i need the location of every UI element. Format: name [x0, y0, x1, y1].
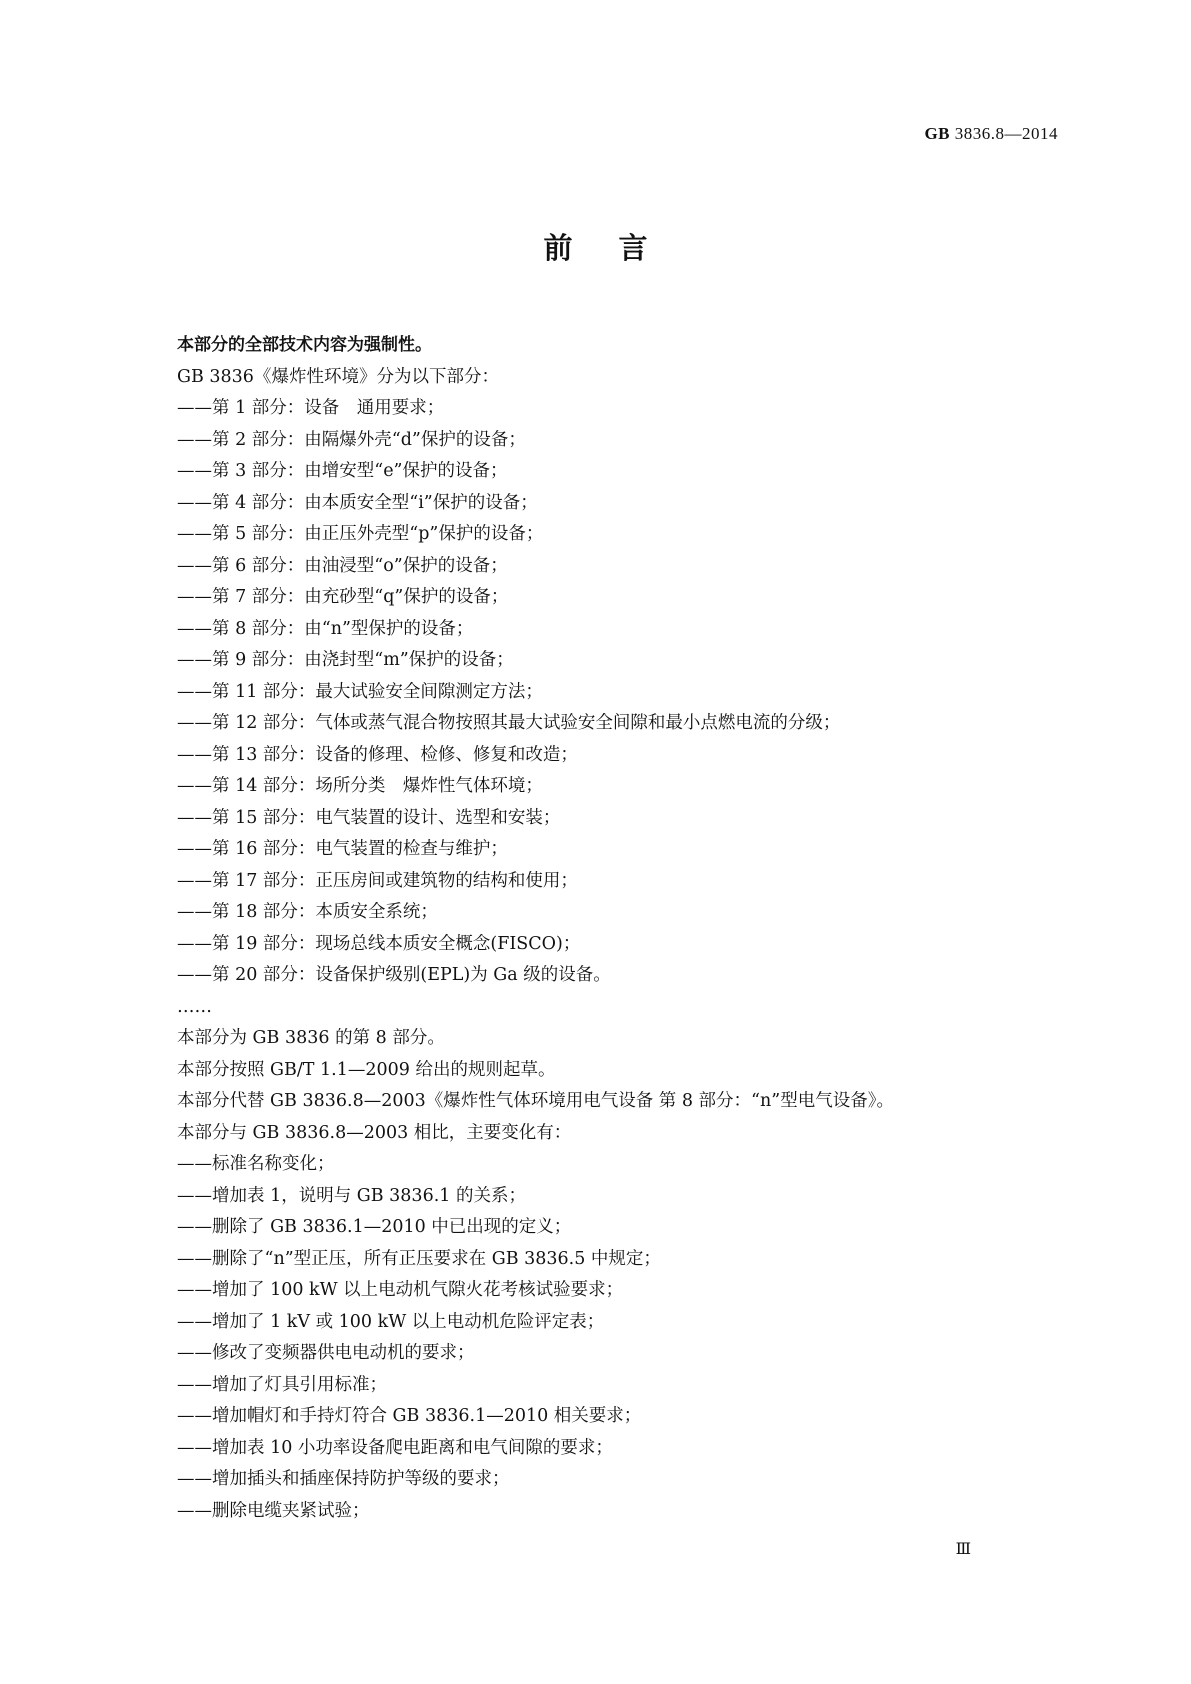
list-item: ——第 4 部分：由本质安全型“i”保护的设备；: [177, 492, 538, 513]
list-item: ——删除电缆夹紧试验；: [177, 1500, 370, 1521]
list-item: ——增加了 100 kW 以上电动机气隙火花考核试验要求；: [177, 1280, 624, 1300]
document-body: [177, 330, 1047, 1527]
list-item: ——第 14 部分：场所分类 爆炸性气体环境；: [177, 776, 543, 796]
statement: 本部分为 GB 3836 的第 8 部分。: [177, 1028, 445, 1048]
parts-list: [177, 393, 1047, 992]
page-title: 前言: [543, 231, 694, 265]
list-item: ——第 5 部分：由正压外壳型“p”保护的设备；: [177, 524, 544, 544]
list-item: ——增加帽灯和手持灯符合 GB 3836.1—2010 相关要求；: [177, 1406, 642, 1426]
statement: 本部分与 GB 3836.8—2003 相比，主要变化有：: [177, 1122, 572, 1143]
list-item: ——第 8 部分：由“n”型保护的设备；: [177, 618, 474, 639]
list-item: ——第 9 部分：由浇封型“m”保护的设备；: [177, 650, 514, 670]
list-item: ——第 16 部分：电气装置的检查与维护；: [177, 839, 508, 859]
list-item: ——第 18 部分：本质安全系统；: [177, 902, 438, 922]
standard-code: [924, 124, 1058, 144]
list-item: ——第 2 部分：由隔爆外壳“d”保护的设备；: [177, 429, 526, 450]
list-item: ——第 20 部分：设备保护级别(EPL)为 Ga 级的设备。: [177, 965, 611, 985]
changes-list: [177, 1149, 1047, 1527]
list-item: ——第 1 部分：设备 通用要求；: [177, 398, 445, 418]
list-item: ——标准名称变化；: [177, 1154, 335, 1174]
mandatory-note: 本部分的全部技术内容为强制性。: [177, 335, 432, 355]
list-item: ——删除了“n”型正压，所有正压要求在 GB 3836.5 中规定；: [177, 1248, 661, 1269]
series-intro: GB 3836《爆炸性环境》分为以下部分：: [177, 366, 499, 387]
list-item: ——增加了灯具引用标准；: [177, 1374, 387, 1395]
list-item: ——第 13 部分：设备的修理、检修、修复和改造；: [177, 744, 578, 765]
list-item: ——第 15 部分：电气装置的设计、选型和安装；: [177, 807, 561, 828]
list-item: ——修改了变频器供电电动机的要求；: [177, 1343, 475, 1363]
list-item: ——增加了 1 kV 或 100 kW 以上电动机危险评定表；: [177, 1311, 605, 1332]
statement: 本部分按照 GB/T 1.1—2009 给出的规则起草。: [177, 1059, 556, 1080]
list-item: ——第 19 部分：现场总线本质安全概念(FISCO)；: [177, 933, 581, 954]
list-item: ——增加表 10 小功率设备爬电距离和电气间隙的要求；: [177, 1437, 613, 1458]
list-item: ——第 6 部分：由油浸型“o”保护的设备；: [177, 555, 508, 576]
page-number: Ⅲ: [955, 1541, 971, 1558]
ellipsis: ……: [177, 996, 212, 1017]
list-item: ——第 17 部分：正压房间或建筑物的结构和使用；: [177, 870, 578, 891]
list-item: ——第 12 部分：气体或蒸气混合物按照其最大试验安全间隙和最小点燃电流的分级；: [177, 713, 841, 733]
list-item: ——第 3 部分：由增安型“e”保护的设备；: [177, 461, 508, 481]
statement: 本部分代替 GB 3836.8—2003《爆炸性气体环境用电气设备 第 8 部分：“n”型电气设备》。: [177, 1091, 894, 1111]
list-item: ——增加插头和插座保持防护等级的要求；: [177, 1469, 510, 1489]
statements: [177, 1023, 1047, 1149]
list-item: ——增加表 1，说明与 GB 3836.1 的关系；: [177, 1185, 526, 1206]
standard-prefix: GB: [924, 124, 950, 143]
list-item: ——第 11 部分：最大试验安全间隙测定方法；: [177, 681, 543, 702]
standard-number: 3836.8—2014: [954, 124, 1058, 143]
list-item: ——第 7 部分：由充砂型“q”保护的设备；: [177, 587, 509, 607]
list-item: ——删除了 GB 3836.1—2010 中已出现的定义；: [177, 1217, 572, 1237]
